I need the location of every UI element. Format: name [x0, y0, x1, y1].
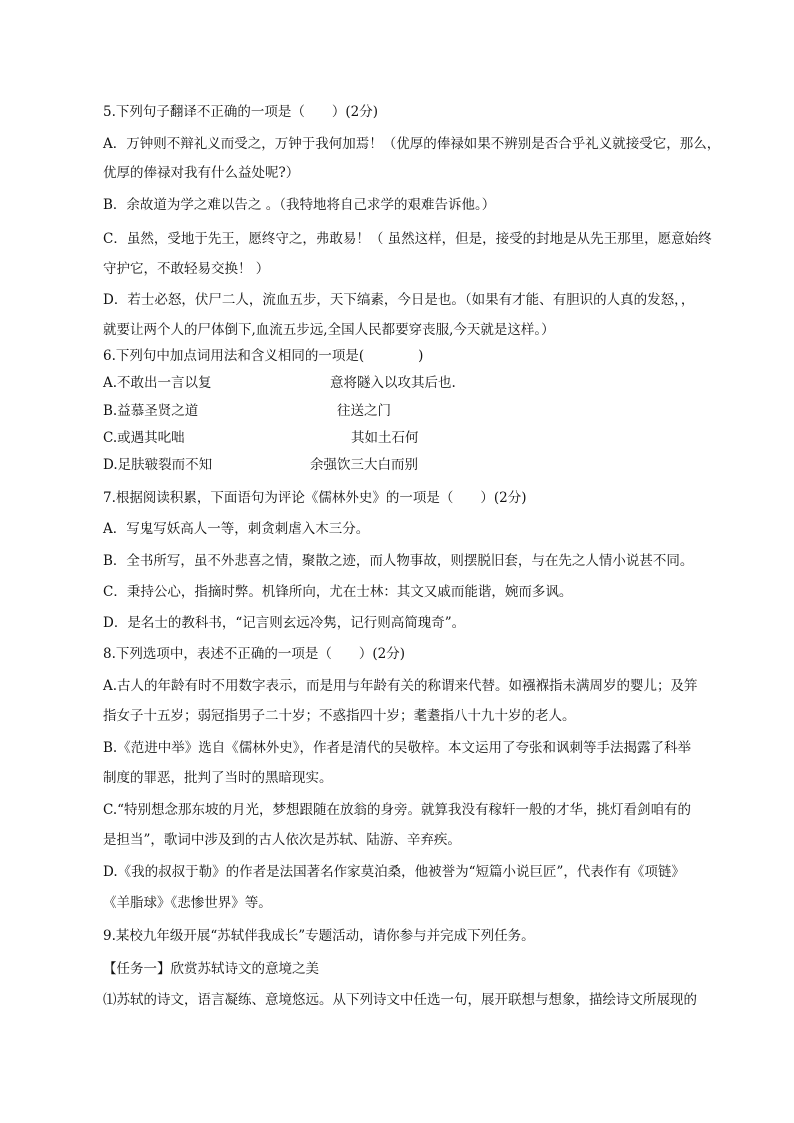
q6-option-c-left: C.或遇其叱咄 — [103, 430, 185, 446]
q7-option-b: B．全书所写，虽不外悲喜之情，聚散之迹，而人物事故，则摆脱旧套，与在先之人情小说甚不同。 — [103, 553, 694, 569]
q5-option-c-line1: C．虽然，受地于先王，愿终守之，弗敢易！（ 虽然这样，但是，接受的封地是从先王那里，愿意始终 — [103, 231, 712, 247]
q7-option-c: C．秉持公心，指摘时弊。机锋所向，尤在士林：其文又戚而能谐，婉而多讽。 — [103, 584, 573, 600]
q6-option-d-right: 余强饮三大白而别 — [310, 457, 418, 473]
q8-option-a-line2: 指女子十五岁；弱冠指男子二十岁；不惑指四十岁；耄耋指八十九十岁的老人。 — [103, 708, 576, 724]
q9-task1-heading: 【任务一】欣赏苏轼诗文的意境之美 — [103, 961, 319, 977]
q5-option-d-line2: 就要让两个人的尸体倒下,血流五步远,全国人民都要穿丧服,今天就是这样。） — [103, 322, 555, 338]
q8-option-c-line1: C.“特别想念那东坡的月光，梦想跟随在放翁的身旁。就算我没有稼轩一般的才华，挑灯看剑咱有的 — [103, 802, 692, 818]
q8-option-b-line1: B.《范进中举》选自《儒林外史》，作者是清代的吴敬梓。本文运用了夸张和讽刺等手法揭露了科举 — [103, 740, 691, 756]
q5-option-b: B．余故道为学之难以告之 。（我特地将自己求学的艰难告诉他。） — [103, 197, 496, 213]
q6-option-d-left: D.足肤皲裂而不知 — [103, 457, 213, 473]
q6-option-c-right: 其如土石何 — [351, 430, 419, 446]
q5-stem: 5.下列句子翻译不正确的一项是（ ）(2分) — [103, 104, 379, 120]
q6-option-b-right: 往送之门 — [337, 403, 391, 419]
q8-option-b-line2: 制度的罪恶，批判了当时的黑暗现实。 — [103, 770, 333, 786]
q7-stem: 7.根据阅读积累，下面语句为评论《儒林外史》的一项是（ ）(2分) — [103, 490, 527, 506]
q8-stem: 8.下列选项中，表述不正确的一项是（ ）(2分) — [103, 646, 406, 662]
q6-stem: 6.下列句中加点词用法和含义相同的一项是( ) — [103, 348, 424, 364]
q9-subquestion-1: ⑴苏轼的诗文，语言凝练、意境悠远。从下列诗文中任选一句，展开联想与想象，描绘诗文所展现的 — [103, 992, 697, 1008]
q8-option-a-line1: A.古人的年龄有时不用数字表示，而是用与年龄有关的称谓来代替。如襁褓指未满周岁的婴儿；及笄 — [103, 678, 698, 694]
q6-option-b-left: B.益慕圣贤之道 — [103, 403, 199, 419]
q5-option-d-line1: D．若士必怒，伏尸二人，流血五步，天下缟素，今日是也。（如果有才能、有胆识的人真的发怒，， — [103, 292, 695, 308]
q7-option-d: D．是名士的教科书，“记言则玄远冷隽，记行则高简瑰奇”。 — [103, 615, 466, 631]
q8-option-d-line1: D.《我的叔叔于勒》的作者是法国著名作家莫泊桑，他被誉为“短篇小说巨匠”，代表作有《项链》 — [103, 864, 685, 880]
q7-option-a: A．写鬼写妖高人一等，刺贪刺虐入木三分。 — [103, 521, 370, 537]
q5-option-a-line1: A．万钟则不辩礼义而受之，万钟于我何加焉！（优厚的俸禄如果不辨别是否合乎礼义就接受它，那么， — [103, 136, 721, 152]
q5-option-a-line2: 优厚的俸禄对我有什么益处呢?） — [103, 165, 300, 181]
q5-option-c-line2: 守护它，不敢轻易交换！ ） — [103, 261, 270, 277]
q8-option-c-line2: 是担当”，歌词中涉及到的古人依次是苏轼、陆游、辛弃疾。 — [103, 832, 461, 848]
q9-stem: 9.某校九年级开展“苏轼伴我成长”专题活动，请你参与并完成下列任务。 — [103, 928, 535, 944]
q6-option-a-left: A.不敢出一言以复 — [103, 375, 212, 391]
q8-option-d-line2: 《羊脂球》《悲惨世界》等。 — [103, 895, 272, 911]
q6-option-a-right: 意将隧入以攻其后也. — [330, 375, 456, 391]
